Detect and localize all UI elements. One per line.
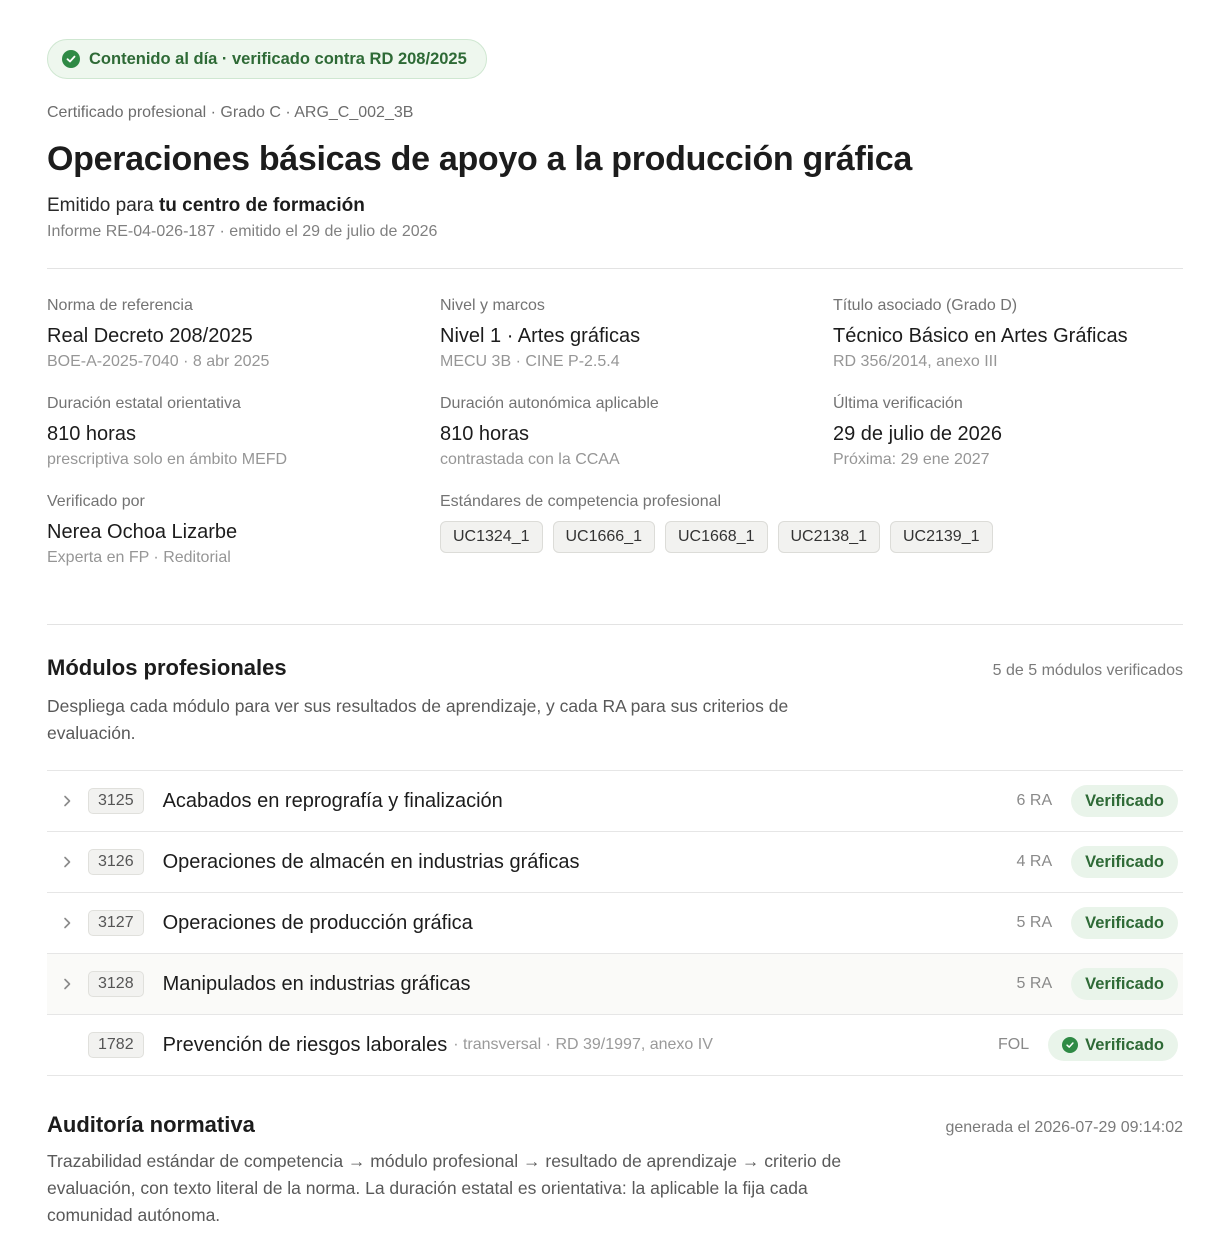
module-ra-count: 6 RA xyxy=(1016,792,1053,809)
fact-sub: BOE-A-2025-7040 · 8 abr 2025 xyxy=(47,353,270,370)
modules-description: Despliega cada módulo para ver sus resultados de aprendizaje, y cada RA para sus criterios de evaluación. xyxy=(47,696,789,743)
chevron-right-icon[interactable] xyxy=(53,916,81,930)
module-status xyxy=(1017,968,1178,1000)
module-row[interactable] xyxy=(47,954,1183,1015)
module-code: 3128 xyxy=(88,971,144,997)
chevron-right-icon[interactable] xyxy=(53,977,81,991)
fact-value: Real Decreto 208/2025 xyxy=(47,325,253,347)
module-row[interactable] xyxy=(47,771,1183,832)
audit-header xyxy=(47,1112,1183,1138)
chevron-right-icon[interactable] xyxy=(53,794,81,808)
fact-value: Nerea Ochoa Lizarbe xyxy=(47,521,238,543)
fact-sub: Experta en FP · Reditorial xyxy=(47,549,231,566)
module-status xyxy=(1017,846,1178,878)
badge-label: Verificado xyxy=(1085,791,1164,810)
module-row-transversal xyxy=(47,1015,1183,1076)
status-label: Contenido al día · verificado contra RD 208/2025 xyxy=(89,49,467,68)
badge-label: Verificado xyxy=(1085,1035,1164,1054)
module-code: 3127 xyxy=(88,910,144,936)
fact-sub: Próxima: 29 ene 2027 xyxy=(833,451,990,468)
report-id: Informe RE-04-026-187 · emitido el 29 de julio de 2026 xyxy=(47,223,438,240)
check-circle-icon xyxy=(62,50,80,68)
fact-duracion-estatal xyxy=(47,394,440,492)
divider xyxy=(47,624,1183,625)
fact-verificacion xyxy=(833,394,1183,492)
module-ra-count: 4 RA xyxy=(1016,853,1053,870)
badge-label: Verificado xyxy=(1085,852,1164,871)
fact-label: Norma de referencia xyxy=(47,297,193,314)
fact-nivel xyxy=(440,296,833,394)
standards-chips xyxy=(440,521,1183,553)
modules-list xyxy=(47,770,1183,1076)
module-ra-count: 5 RA xyxy=(1016,914,1053,931)
modules-header xyxy=(47,655,1183,681)
fact-value: 810 horas xyxy=(47,423,136,445)
fact-label: Estándares de competencia profesional xyxy=(440,493,722,510)
page-title: Operaciones básicas de apoyo a la producción gráfica xyxy=(47,140,912,178)
audit-description: Trazabilidad estándar de competencia → módulo profesional → resultado de aprendizaje → criterio de evaluación, con texto literal de la norma. La duración estatal es orientativa: la aplicable la fija cada comunidad autónoma. xyxy=(47,1151,842,1225)
fact-norma xyxy=(47,296,440,394)
fact-estandares xyxy=(440,492,1183,590)
verified-badge xyxy=(1071,907,1178,939)
standard-chip[interactable]: UC2138_1 xyxy=(778,521,881,553)
facts-grid xyxy=(47,296,1183,590)
fact-sub: prescriptiva solo en ámbito MEFD xyxy=(47,451,288,468)
standard-chip[interactable]: UC1666_1 xyxy=(553,521,656,553)
chevron-right-icon[interactable] xyxy=(53,855,81,869)
module-code: 3125 xyxy=(88,788,144,814)
issued-to: tu centro de formación xyxy=(158,195,365,216)
verified-badge xyxy=(1071,968,1178,1000)
audit-meta: generada el 2026-07-29 09:14:02 xyxy=(945,1119,1183,1136)
eyebrow: Certificado profesional · Grado C · ARG_C_002_3B xyxy=(47,104,414,121)
module-name: Prevención de riesgos laborales xyxy=(162,1033,448,1056)
standard-chip[interactable]: UC1324_1 xyxy=(440,521,543,553)
fact-label: Título asociado (Grado D) xyxy=(833,297,1018,314)
fact-value: 810 horas xyxy=(440,423,529,445)
fact-verificado-por xyxy=(47,492,440,590)
standard-chip[interactable]: UC1668_1 xyxy=(665,521,768,553)
module-name: Operaciones de almacén en industrias gráficas xyxy=(162,850,580,873)
badge-label: Verificado xyxy=(1085,974,1164,993)
module-row[interactable] xyxy=(47,832,1183,893)
issued-prefix: Emitido para xyxy=(47,195,159,216)
module-status xyxy=(998,1029,1178,1061)
fact-value: Técnico Básico en Artes Gráficas xyxy=(833,325,1128,347)
fact-label: Última verificación xyxy=(833,395,963,412)
module-note: · transversal · RD 39/1997, anexo IV xyxy=(453,1036,713,1053)
module-name: Acabados en reprografía y finalización xyxy=(162,789,503,812)
fact-titulo xyxy=(833,296,1183,394)
standard-chip[interactable]: UC2139_1 xyxy=(890,521,993,553)
module-status xyxy=(1017,785,1178,817)
fact-value: 29 de julio de 2026 xyxy=(833,423,1003,445)
module-name: Manipulados en industrias gráficas xyxy=(162,972,471,995)
module-name: Operaciones de producción gráfica xyxy=(162,911,473,934)
divider xyxy=(47,268,1183,269)
fact-label: Duración estatal orientativa xyxy=(47,395,241,412)
audit-title: Auditoría normativa xyxy=(47,1112,255,1137)
fact-label: Duración autonómica aplicable xyxy=(440,395,659,412)
verified-badge xyxy=(1071,846,1178,878)
module-ra-count: FOL xyxy=(998,1036,1030,1053)
module-ra-count: 5 RA xyxy=(1016,975,1053,992)
module-row[interactable] xyxy=(47,893,1183,954)
fact-sub: contrastada con la CCAA xyxy=(440,451,620,468)
fact-label: Nivel y marcos xyxy=(440,297,545,314)
verified-badge xyxy=(1048,1029,1178,1061)
modules-title: Módulos profesionales xyxy=(47,655,287,680)
fact-sub: RD 356/2014, anexo III xyxy=(833,353,998,370)
modules-meta: 5 de 5 módulos verificados xyxy=(992,662,1183,679)
issued-line xyxy=(47,195,1183,217)
badge-label: Verificado xyxy=(1085,913,1164,932)
status-pill xyxy=(47,39,487,79)
check-circle-icon xyxy=(1062,1037,1078,1053)
fact-value: Nivel 1 · Artes gráficas xyxy=(440,325,641,347)
fact-sub: MECU 3B · CINE P-2.5.4 xyxy=(440,353,620,370)
verified-badge xyxy=(1071,785,1178,817)
fact-duracion-autonomica xyxy=(440,394,833,492)
fact-label: Verificado por xyxy=(47,493,145,510)
module-code: 3126 xyxy=(88,849,144,875)
module-code: 1782 xyxy=(88,1032,144,1058)
report-container xyxy=(47,39,1183,1229)
module-status xyxy=(1017,907,1178,939)
